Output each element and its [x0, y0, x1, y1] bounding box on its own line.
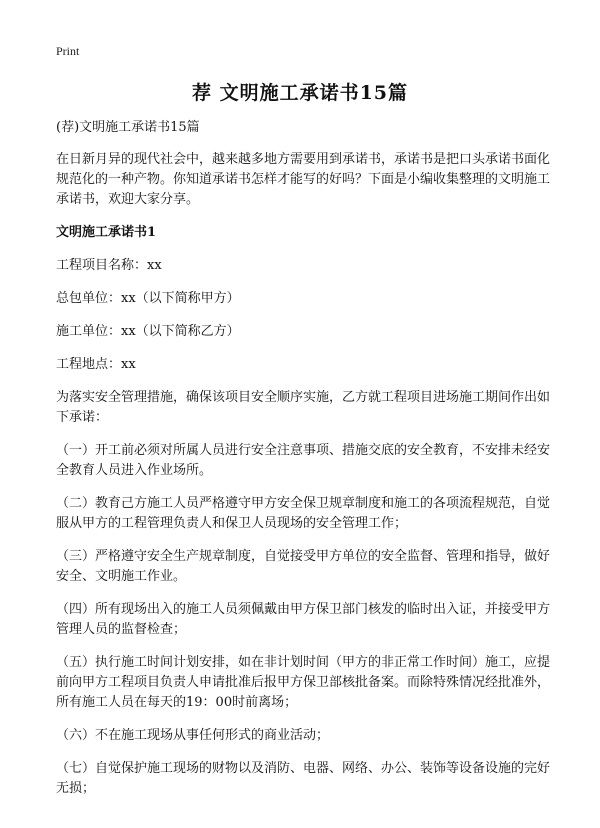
document-subtitle: (荐)文明施工承诺书15篇 [56, 120, 200, 135]
print-label: Print [56, 44, 80, 58]
intro-paragraph: 在日新月异的现代社会中，越来越多地方需要用到承诺书，承诺书是把口头承诺书面化规范化的一种产物。你知道承诺书怎样才能写的好吗？下面是小编收集整理的文明施工承诺书，欢迎大家分享。 [56, 152, 551, 207]
commitment-item-5: （五）执行施工时间计划安排，如在非计划时间（甲方的非正常工作时间）施工，应提前向甲方工程项目负责人申请批准后报甲方保卫部核批备案。而除特殊情况经批准外，所有施工人员在每天的19：00时前离场； [56, 655, 551, 710]
location-line: 工程地点：xx [56, 357, 136, 372]
preamble-paragraph: 为落实安全管理措施，确保该项目安全顺序实施，乙方就工程项目进场施工期间作出如下承诺： [56, 390, 551, 425]
project-name-line: 工程项目名称：xx [56, 258, 162, 273]
commitment-item-1: （一）开工前必须对所属人员进行安全注意事项、措施交底的安全教育，不安排未经安全教育人员进入作业场所。 [56, 443, 551, 478]
construction-unit-line: 施工单位：xx（以下简称乙方） [56, 324, 240, 339]
commitment-item-6: （六）不在施工现场从事任何形式的商业活动； [56, 728, 330, 743]
document-body [56, 118, 556, 812]
commitment-item-7: （七）自觉保护施工现场的财物以及消防、电器、网络、办公、装饰等设备设施的完好无损； [56, 761, 551, 796]
document-title: 荐 文明施工承诺书15篇 [191, 82, 409, 104]
commitment-item-4: （四）所有现场出入的施工人员须佩戴由甲方保卫部门核发的临时出入证，并接受甲方管理人员的监督检查； [56, 602, 551, 637]
commitment-item-2: （二）教育己方施工人员严格遵守甲方安全保卫规章制度和施工的各项流程规范，自觉服从甲方的工程管理负责人和保卫人员现场的安全管理工作； [56, 496, 551, 531]
section-heading: 文明施工承诺书1 [56, 225, 157, 240]
contractor-line: 总包单位：xx（以下简称甲方） [56, 291, 240, 306]
commitment-item-3: （三）严格遵守安全生产规章制度，自觉接受甲方单位的安全监督、管理和指导，做好安全、文明施工作业。 [56, 549, 551, 584]
